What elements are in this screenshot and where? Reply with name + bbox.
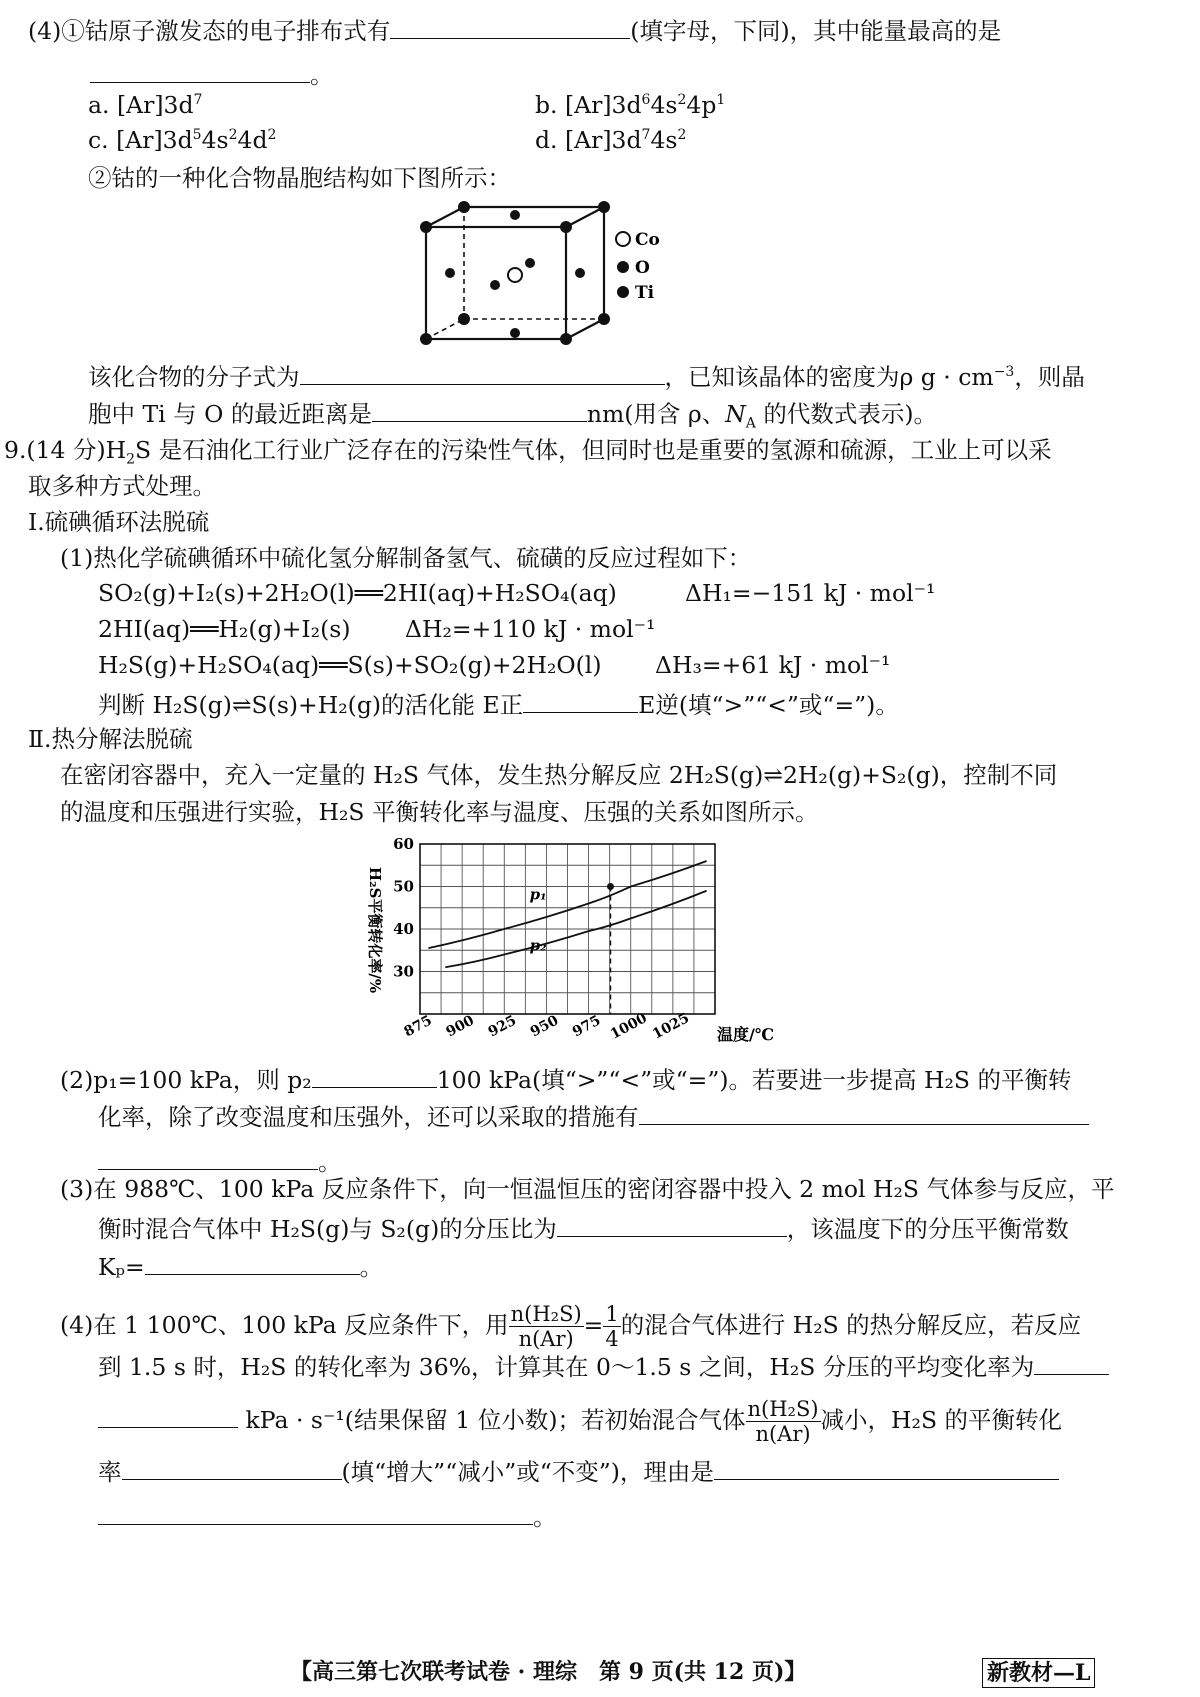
q9-intro-line2: 取多种方式处理。 (28, 472, 216, 500)
delta-h1: ΔH₁=−151 kJ · mol⁻¹ (685, 579, 936, 607)
answer-blank-reason[interactable] (714, 1455, 1059, 1480)
answer-blank-formula[interactable] (300, 360, 665, 385)
delta-h3: ΔH₃=+61 kJ · mol⁻¹ (655, 651, 891, 679)
answer-blank-distance[interactable] (372, 397, 587, 422)
q9-part2-line3: 。 (98, 1145, 342, 1177)
delta-h2: ΔH₂=+110 kJ · mol⁻¹ (405, 615, 656, 643)
q4-line2: 。 (90, 58, 334, 90)
y-tick-label: 30 (393, 962, 414, 981)
q9-part4-line1: (4)在 1 100℃、100 kPa 反应条件下，用 $\frac{\text{n(H₂S)}}{n(Ar)}$ = $\frac{1}{4}$ 的混合气体进行 H₂S 的热分解反应，若反应 (60, 1302, 1082, 1351)
legend-ti: Ti (635, 283, 655, 303)
answer-blank-activation[interactable] (523, 688, 638, 713)
x-tick-label: 1025 (650, 1010, 692, 1043)
conversion-chart (340, 832, 775, 1047)
chart-grid (420, 844, 715, 1014)
x-tick-label: 925 (485, 1012, 520, 1041)
answer-blank-reason-cont[interactable] (98, 1500, 533, 1525)
answer-blank-rate[interactable] (1034, 1350, 1109, 1375)
q9-part4-line3: kPa · s⁻¹(结果保留 1 位小数)；若初始混合气体 $\frac{\text{n(H₂S)}}{n(Ar)}$ 减小，H₂S 的平衡转化 (98, 1395, 1062, 1446)
legend-co: Co (635, 230, 660, 250)
chart-x-ticks (401, 1010, 691, 1043)
q4-line1: (4)①钴原子激发态的电子排布式有 (填字母，下同)，其中能量最高的是 (28, 14, 1001, 46)
chart-y-ticks (393, 835, 414, 981)
q4-part2: ②钴的一种化合物晶胞结构如下图所示： (88, 164, 511, 192)
x-tick-label: 950 (527, 1012, 562, 1041)
equation-1: SO₂(g)+I₂(s)+2H₂O(l)══2HI(aq)+H₂SO₄(aq) (98, 579, 617, 607)
answer-blank-measures-cont[interactable] (98, 1145, 318, 1170)
q9-part4-line4: 率 (填“增大”“减小”或“不变”)，理由是 (98, 1455, 1059, 1487)
q9-part1: (1)热化学硫碘循环中硫化氢分解制备氢气、硫磺的反应过程如下： (60, 544, 752, 572)
q9-part3-line3: Kₚ= 。 (98, 1250, 383, 1282)
x-tick-label: 975 (570, 1012, 604, 1041)
q9-part4-line2: 到 1.5 s 时，H₂S 的转化率为 36%，计算其在 0～1.5 s 之间，H₂S 分压的平均变化率为 (98, 1350, 1109, 1382)
judge-line: 判断 H₂S(g)⇌S(s)+H₂(g)的活化能 E正 E逆(填“>”“<”或“=”)。 (98, 688, 899, 720)
y-tick-label: 40 (393, 920, 414, 938)
option-d: d. $[Ar]3d^74s^2$ (535, 126, 687, 154)
section-2-para2: 的温度和压强进行实验，H₂S 平衡转化率与温度、压强的关系如图所示。 (60, 798, 819, 826)
footer-title: 【高三第七次联考试卷 · 理综 第 9 页(共 12 页)】 (290, 1659, 807, 1685)
answer-blank-pressure-ratio[interactable] (557, 1212, 787, 1237)
option-c: c. $[Ar]3d^54s^24d^2$ (88, 126, 277, 154)
q9-part4-line5: 。 (98, 1500, 557, 1532)
formula-line: 该化合物的分子式为 ，已知该晶体的密度为ρ $g \cdot cm^{-3}$，则晶 (88, 360, 1085, 392)
option-b: b. $[Ar]3d^64s^24p^1$ (535, 91, 726, 119)
y-tick-label: 60 (393, 835, 414, 853)
answer-blank-measures[interactable] (639, 1100, 1089, 1125)
answer-blank-rate-cont[interactable] (98, 1403, 238, 1428)
answer-blank-trend[interactable] (122, 1455, 342, 1480)
section-2-para1: 在密闭容器中，充入一定量的 H₂S 气体，发生热分解反应 2H₂S(g)⇌2H₂(g)+S₂(g)，控制不同 (60, 761, 1058, 789)
answer-blank-highest[interactable] (90, 58, 310, 83)
series-label-2: p₂ (529, 936, 547, 955)
section-1-title: Ⅰ.硫碘循环法脱硫 (28, 508, 210, 536)
q9-intro-line1: 9.(14 分)$H_2S$ 是石油化工行业广泛存在的污染性气体，但同时也是重要的氢源和硫源，工业上可以采 (4, 436, 1052, 468)
q9-part2-line2: 化率，除了改变温度和压强外，还可以采取的措施有 (98, 1100, 1089, 1132)
chart-xlabel: 温度/℃ (717, 1025, 775, 1044)
section-2-title: Ⅱ.热分解法脱硫 (28, 725, 193, 753)
q9-part3-line1: (3)在 988℃、100 kPa 反应条件下，向一恒温恒压的密闭容器中投入 2 mol H₂S 气体参与反应，平 (60, 1175, 1115, 1203)
option-a: a. $[Ar]3d^7$ (88, 91, 203, 119)
y-tick-label: 50 (393, 877, 414, 896)
footer-badge: 新教材—L (982, 1658, 1095, 1688)
crystal-cell-diagram (410, 195, 680, 355)
q9-part2-line1: (2)p₁=100 kPa，则 p₂ 100 kPa(填“>”“<”或“=”)。若要进一步提高 H₂S 的平衡转 (60, 1063, 1072, 1095)
equation-2: 2HI(aq)══H₂(g)+I₂(s) (98, 615, 351, 643)
answer-blank-kp[interactable] (145, 1250, 360, 1275)
answer-blank-p2[interactable] (312, 1063, 437, 1088)
x-tick-label: 1000 (607, 1010, 650, 1043)
co-atom (508, 268, 522, 282)
x-tick-label: 875 (401, 1012, 435, 1041)
marked-point (607, 883, 614, 890)
distance-line: 胞中 Ti 与 O 的最近距离是 nm(用含 ρ、$N_A$ 的代数式表示)。 (88, 397, 937, 429)
series-label-1: p₁ (529, 885, 547, 904)
equation-3: H₂S(g)+H₂SO₄(aq)══S(s)+SO₂(g)+2H₂O(l) (98, 651, 602, 679)
answer-blank-excited[interactable] (390, 14, 630, 39)
q9-part3-line2: 衡时混合气体中 H₂S(g)与 S₂(g)的分压比为 ，该温度下的分压平衡常数 (98, 1212, 1069, 1244)
chart-ylabel: H₂S平衡转化率/% (366, 866, 384, 994)
legend-o: O (635, 258, 650, 278)
x-tick-label: 900 (443, 1012, 477, 1041)
